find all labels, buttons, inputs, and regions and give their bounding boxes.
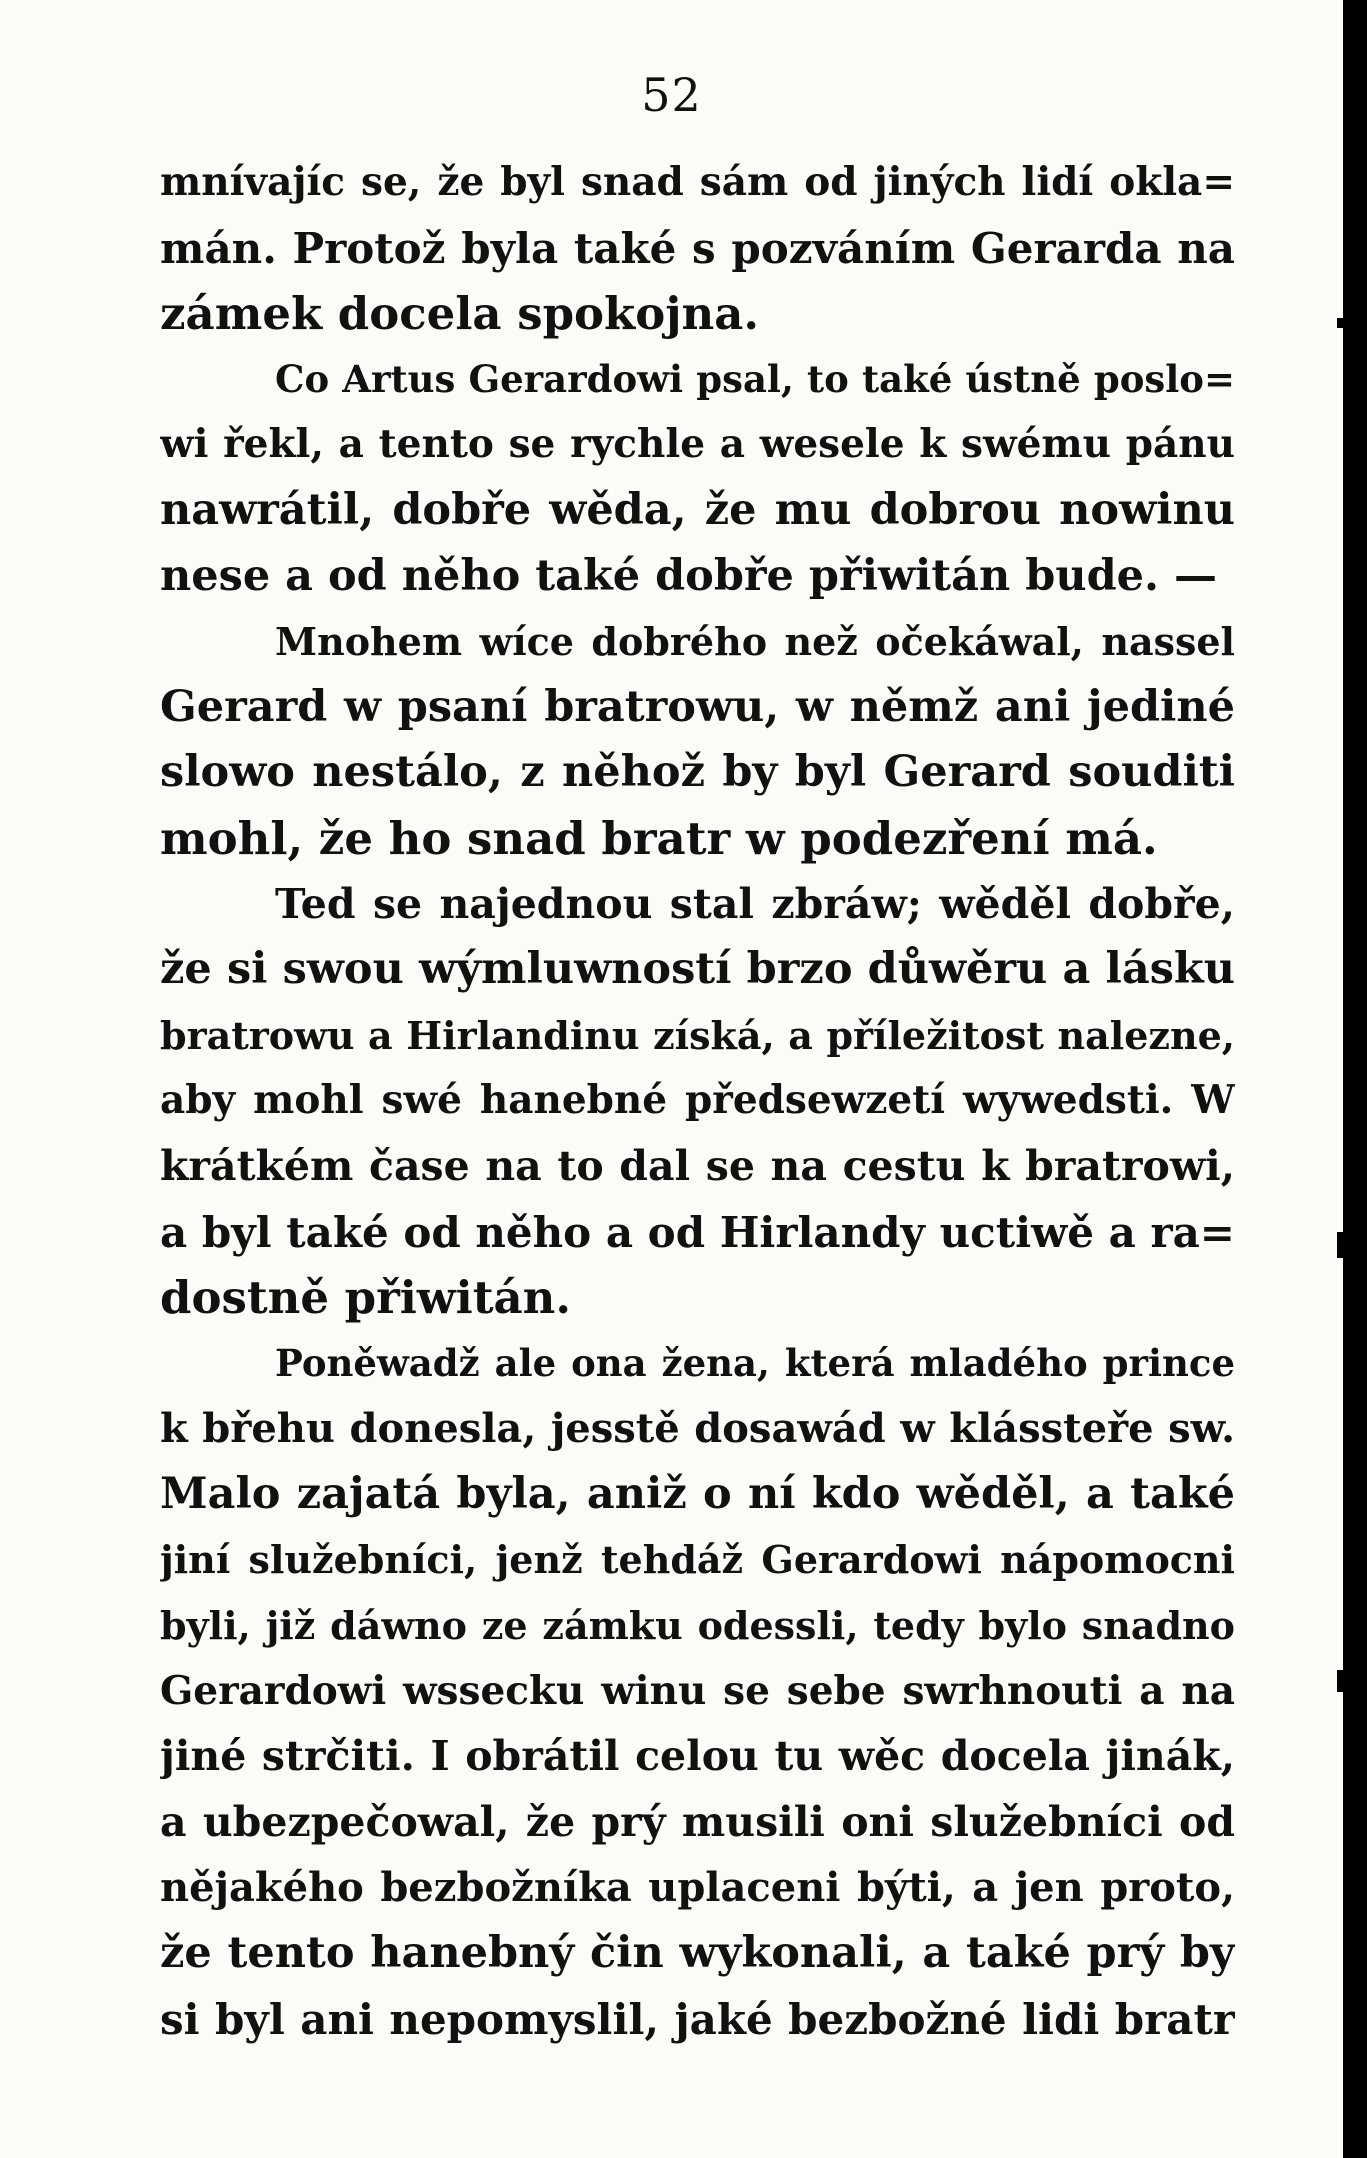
text-line: Mnohem wíce dobrého než očekáwal, nassel — [275, 619, 1235, 665]
text-line: slowo nestálo, z něhož by byl Gerard souditi — [160, 747, 1235, 798]
text-line: krátkém čase na to dal se na cestu k bratrowi, — [160, 1141, 1235, 1190]
text-line: nawrátil, dobře wěda, že mu dobrou nowinu — [160, 484, 1235, 535]
text-line: a ubezpečowal, že prý musili oni služebníci od — [160, 1797, 1235, 1846]
text-line: že tento hanebný čin wykonali, a také prý by — [160, 1928, 1235, 1979]
text-line: wi řekl, a tento se rychle a wesele k swému pánu — [160, 421, 1235, 468]
text-line: mohl, že ho snad bratr w podezření má. — [160, 811, 1158, 865]
text-line: Gerard w psaní bratrowu, w němž ani jediné — [160, 681, 1235, 732]
text-line: a byl také od něho a od Hirlandy uctiwě a ra= — [160, 1207, 1235, 1257]
text-line: aby mohl swé hanebné předsewzetí wywedsti. W — [160, 1077, 1235, 1124]
page-number: 52 — [641, 68, 702, 122]
text-line: mán. Protož byla také s pozváním Gerarda na — [160, 223, 1235, 273]
text-line: Malo zajatá byla, aniž o ní kdo wěděl, a také — [160, 1468, 1235, 1519]
text-line: Gerardowi wssecku winu se sebe swrhnouti a na — [160, 1667, 1235, 1714]
text-line: že si swou wýmluwností brzo důwěru a lásku — [160, 944, 1235, 995]
text-line: zámek docela spokojna. — [160, 287, 760, 341]
edge-notch — [1337, 1232, 1347, 1258]
body-text — [160, 150, 1235, 2052]
text-line: jiné strčiti. I obrátil celou tu wěc docela jinák, — [160, 1732, 1235, 1781]
text-line: Poněwadž ale ona žena, která mladého prince — [275, 1340, 1235, 1385]
text-line: dostně přiwitán. — [160, 1271, 572, 1325]
text-line: k břehu donesla, jesstě dosawád w klássteře sw. — [160, 1405, 1235, 1453]
text-line: Ted se najednou stal zbráw; wěděl dobře, — [275, 879, 1235, 928]
edge-notch — [1337, 1670, 1347, 1692]
text-line: bratrowu a Hirlandinu získá, a příležitost nalezne, — [160, 1012, 1235, 1058]
text-line: mnívajíc se, že byl snad sám od jiných lidí okla= — [160, 159, 1235, 205]
page-edge-border — [1343, 0, 1367, 2158]
edge-notch — [1343, 120, 1353, 128]
text-line: Co Artus Gerardowi psal, to také ústně poslo= — [275, 356, 1235, 401]
edge-notch — [1337, 318, 1347, 328]
text-line: nese a od něho také dobře přiwitán bude. — — [160, 550, 1217, 601]
text-line: si byl ani nepomyslil, jaké bezbožné lidi bratr — [160, 1994, 1235, 2044]
text-line: byli, již dáwno ze zámku odessli, tedy bylo snadno — [160, 1603, 1235, 1649]
text-line: nějakého bezbožníka uplaceni býti, a jen proto, — [160, 1864, 1235, 1912]
text-line: jiní služebníci, jenž tehdáž Gerardowi nápomocni — [160, 1537, 1235, 1583]
